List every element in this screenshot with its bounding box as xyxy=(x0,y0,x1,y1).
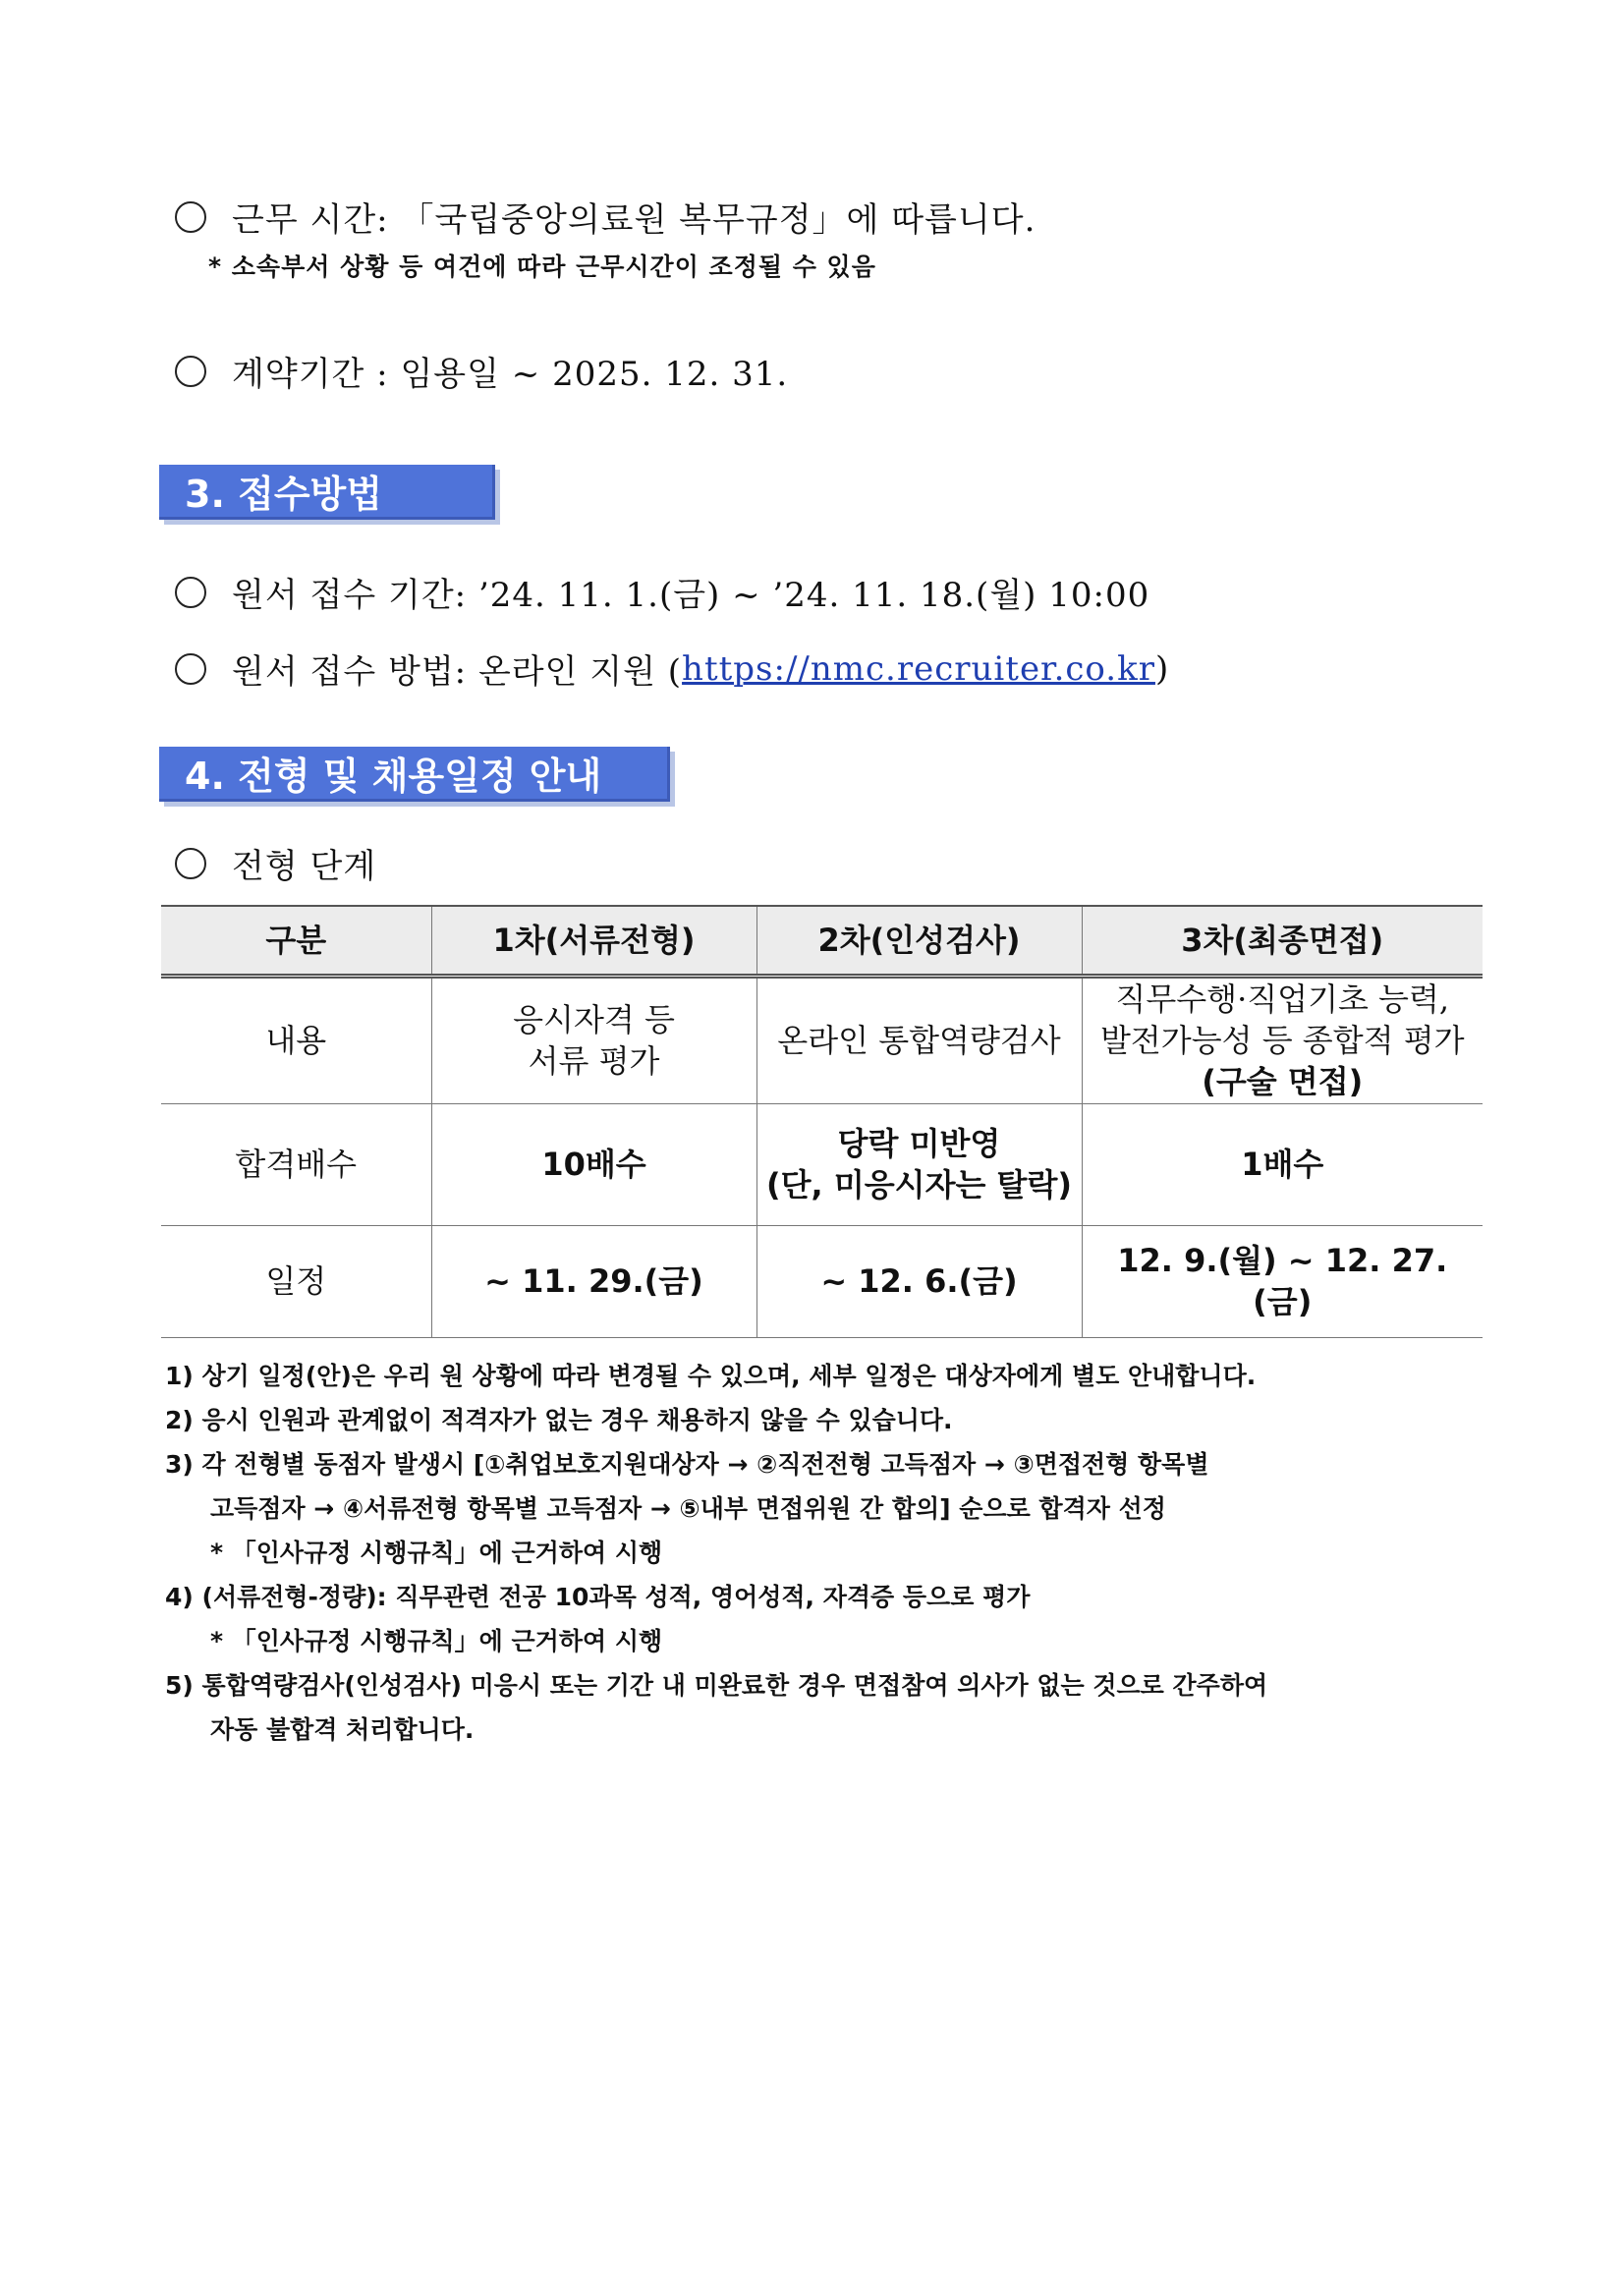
stage-label-text: 전형 단계 xyxy=(232,847,377,886)
contract-line xyxy=(175,347,788,395)
application-period-line xyxy=(175,568,1149,616)
contract-text: 계약기간 : 임용일 ~ 2025. 12. 31. xyxy=(232,355,789,394)
application-method-prefix: 원서 접수 방법: 온라인 지원 ( xyxy=(232,652,683,692)
circle-bullet-icon xyxy=(175,653,206,685)
multiple-stage-2 xyxy=(756,1103,1082,1225)
cell-line: (단, 미응시자는 탈락) xyxy=(766,1166,1072,1204)
footnote-3-note: * 「인사규정 시행규칙」에 근거하여 시행 xyxy=(210,1539,663,1567)
content-stage-3 xyxy=(1082,977,1483,1104)
application-method-line xyxy=(175,644,1169,693)
cell-line: 온라인 통합역량검사 xyxy=(777,1022,1061,1060)
schedule-stage-3 xyxy=(1082,1225,1483,1337)
circle-bullet-icon xyxy=(175,356,206,387)
section-4-title: 4. 전형 및 채용일정 안내 xyxy=(185,755,602,798)
row-label-schedule: 일정 xyxy=(161,1225,431,1337)
circle-bullet-icon xyxy=(175,201,206,233)
table-row xyxy=(161,977,1483,1104)
cell-line: 당락 미반영 xyxy=(837,1124,1001,1162)
table-row xyxy=(161,1225,1483,1337)
section-3-heading xyxy=(159,465,495,520)
footnote-5: 5) 통합역량검사(인성검사) 미응시 또는 기간 내 미완료한 경우 면접참여 의사가 없는 것으로 간주하여 xyxy=(165,1671,1268,1700)
cell-line: 10배수 xyxy=(541,1146,646,1184)
cell-line: 응시자격 등 xyxy=(513,1001,675,1039)
circle-bullet-icon xyxy=(175,577,206,608)
header-category: 구분 xyxy=(161,906,431,977)
multiple-stage-1 xyxy=(431,1103,756,1225)
work-hours-note: * 소속부서 상황 등 여건에 따라 근무시간이 조정될 수 있음 xyxy=(208,252,876,281)
multiple-stage-3 xyxy=(1082,1103,1483,1225)
cell-line: (구술 면접) xyxy=(1202,1063,1364,1101)
header-stage-3: 3차(최종면접) xyxy=(1082,906,1483,977)
table-header-row xyxy=(161,906,1483,977)
footnote-4: 4) (서류전형-정량): 직무관련 전공 10과목 성적, 영어성적, 자격증 등으로 평가 xyxy=(165,1583,1031,1611)
row-label-content: 내용 xyxy=(161,977,431,1104)
schedule-stage-1 xyxy=(431,1225,756,1337)
cell-line: ~ 11. 29.(금) xyxy=(484,1262,703,1301)
row-label-multiple: 합격배수 xyxy=(161,1103,431,1225)
schedule-stage-2 xyxy=(756,1225,1082,1337)
footnotes xyxy=(165,1354,1482,1752)
cell-line: 직무수행·직업기초 능력, xyxy=(1115,980,1450,1018)
application-method-suffix: ) xyxy=(1154,648,1170,689)
stage-label-line xyxy=(175,839,376,887)
footnote-3-cont: 고득점자 → ④서류전형 항목별 고득점자 → ⑤내부 면접위원 간 합의] 순으로 합격자 선정 xyxy=(210,1494,1166,1523)
content-stage-2 xyxy=(756,977,1082,1104)
footnote-5-cont: 자동 불합격 처리합니다. xyxy=(210,1715,475,1744)
application-link[interactable]: https://nmc.recruiter.co.kr xyxy=(682,648,1155,689)
footnote-2: 2) 응시 인원과 관계없이 적격자가 없는 경우 채용하지 않을 수 있습니다. xyxy=(165,1406,953,1434)
content-stage-1 xyxy=(431,977,756,1104)
application-period-text: 원서 접수 기간: ’24. 11. 1.(금) ~ ’24. 11. 18.(월) 10:00 xyxy=(232,576,1150,615)
cell-line: ~ 12. 6.(금) xyxy=(820,1262,1018,1301)
table-row xyxy=(161,1103,1483,1225)
footnote-4-note: * 「인사규정 시행규칙」에 근거하여 시행 xyxy=(210,1627,663,1655)
section-4-heading xyxy=(159,747,670,802)
work-hours-line xyxy=(175,193,1036,241)
cell-line: 발전가능성 등 종합적 평가 xyxy=(1099,1022,1465,1060)
section-3-title: 3. 접수방법 xyxy=(185,473,382,516)
footnote-3: 3) 각 전형별 동점자 발생시 [①취업보호지원대상자 → ②직전전형 고득점자 → ③면접전형 항목별 xyxy=(165,1450,1209,1479)
header-stage-1: 1차(서류전형) xyxy=(431,906,756,977)
footnote-1: 1) 상기 일정(안)은 우리 원 상황에 따라 변경될 수 있으며, 세부 일정은 대상자에게 별도 안내합니다. xyxy=(165,1362,1257,1390)
circle-bullet-icon xyxy=(175,848,206,879)
schedule-table xyxy=(161,905,1483,1338)
header-stage-2: 2차(인성검사) xyxy=(756,906,1082,977)
cell-line: 12. 9.(월) ~ 12. 27.(금) xyxy=(1117,1241,1448,1321)
work-hours-text: 근무 시간: 「국립중앙의료원 복무규정」에 따릅니다. xyxy=(232,200,1036,240)
cell-line: 1배수 xyxy=(1241,1146,1324,1184)
cell-line: 서류 평가 xyxy=(528,1042,660,1081)
